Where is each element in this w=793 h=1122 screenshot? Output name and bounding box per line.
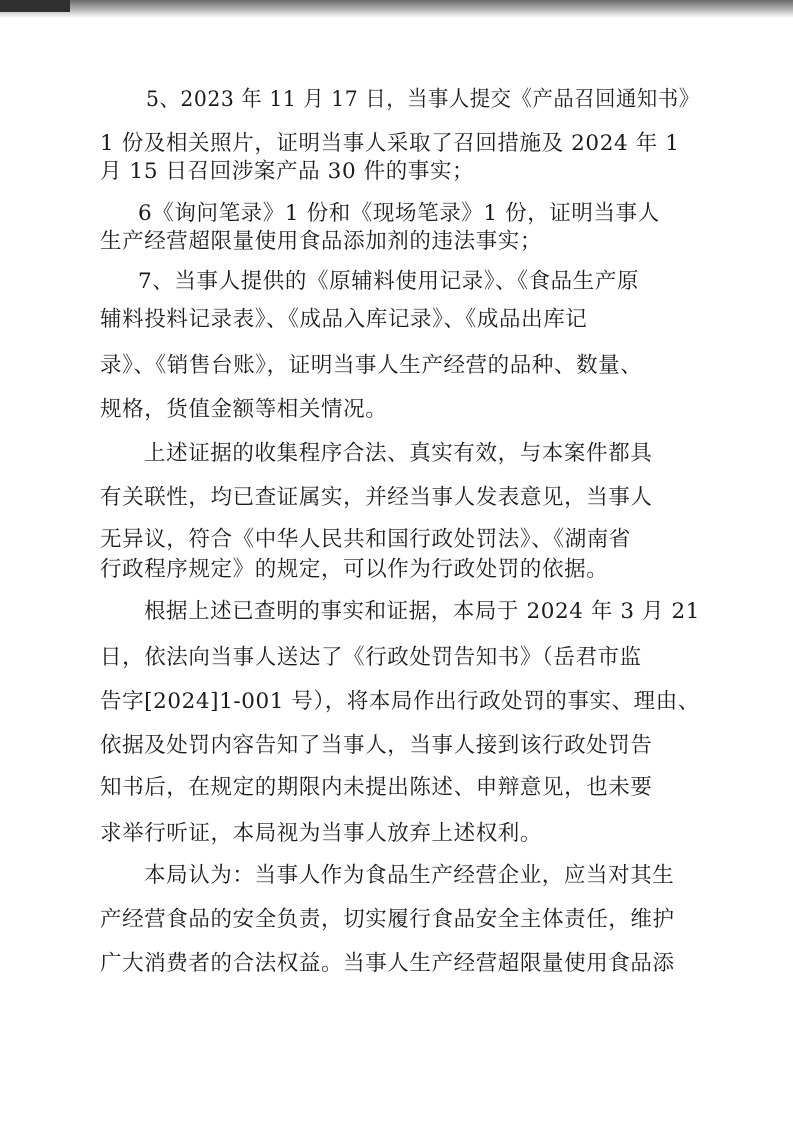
text-line: 1 份及相关照片，证明当事人采取了召回措施及 2024 年 1 <box>100 131 680 156</box>
text-line: 上述证据的收集程序合法、真实有效，与本案件都具 <box>144 441 653 466</box>
text-line: 生产经营超限量使用食品添加剂的违法事实； <box>100 229 543 254</box>
text-line: 无异议，符合《中华人民共和国行政处罚法》、《湖南省 <box>100 527 632 552</box>
text-line: 广大消费者的合法权益。当事人生产经营超限量使用食品添 <box>100 951 675 976</box>
text-line: 本局认为：当事人作为食品生产经营企业，应当对其生 <box>144 863 675 888</box>
text-line: 日，依法向当事人送达了《行政处罚告知书》（岳君市监 <box>100 645 642 670</box>
text-line: 有关联性，均已查证属实，并经当事人发表意见，当事人 <box>100 485 653 510</box>
text-line: 知书后，在规定的期限内未提出陈述、申辩意见，也未要 <box>100 775 653 800</box>
text-line: 辅料投料记录表》、《成品入库记录》、《成品出库记 <box>100 307 588 332</box>
text-line: 告字[2024]1-001 号），将本局作出行政处罚的事实、理由、 <box>100 689 700 714</box>
text-line: 5、2023 年 11 月 17 日，当事人提交《产品召回通知书》 <box>146 87 700 112</box>
text-line: 行政程序规定》的规定，可以作为行政处罚的依据。 <box>100 557 609 582</box>
text-line: 6《询问笔录》1 份和《现场笔录》1 份，证明当事人 <box>138 201 660 226</box>
text-line: 录》、《销售台账》，证明当事人生产经营的品种、数量、 <box>100 353 643 378</box>
text-line: 月 15 日召回涉案产品 30 件的事实； <box>100 159 475 184</box>
text-line: 根据上述已查明的事实和证据，本局于 2024 年 3 月 21 <box>144 599 701 624</box>
text-line: 求举行听证，本局视为当事人放弃上述权利。 <box>100 821 543 846</box>
text-line: 产经营食品的安全负责，切实履行食品安全主体责任，维护 <box>100 907 675 932</box>
text-line: 7、当事人提供的《原辅料使用记录》、《食品生产原 <box>138 269 640 294</box>
text-line: 规格，货值金额等相关情况。 <box>100 397 388 422</box>
text-line: 依据及处罚内容告知了当事人，当事人接到该行政处罚告 <box>100 733 653 758</box>
